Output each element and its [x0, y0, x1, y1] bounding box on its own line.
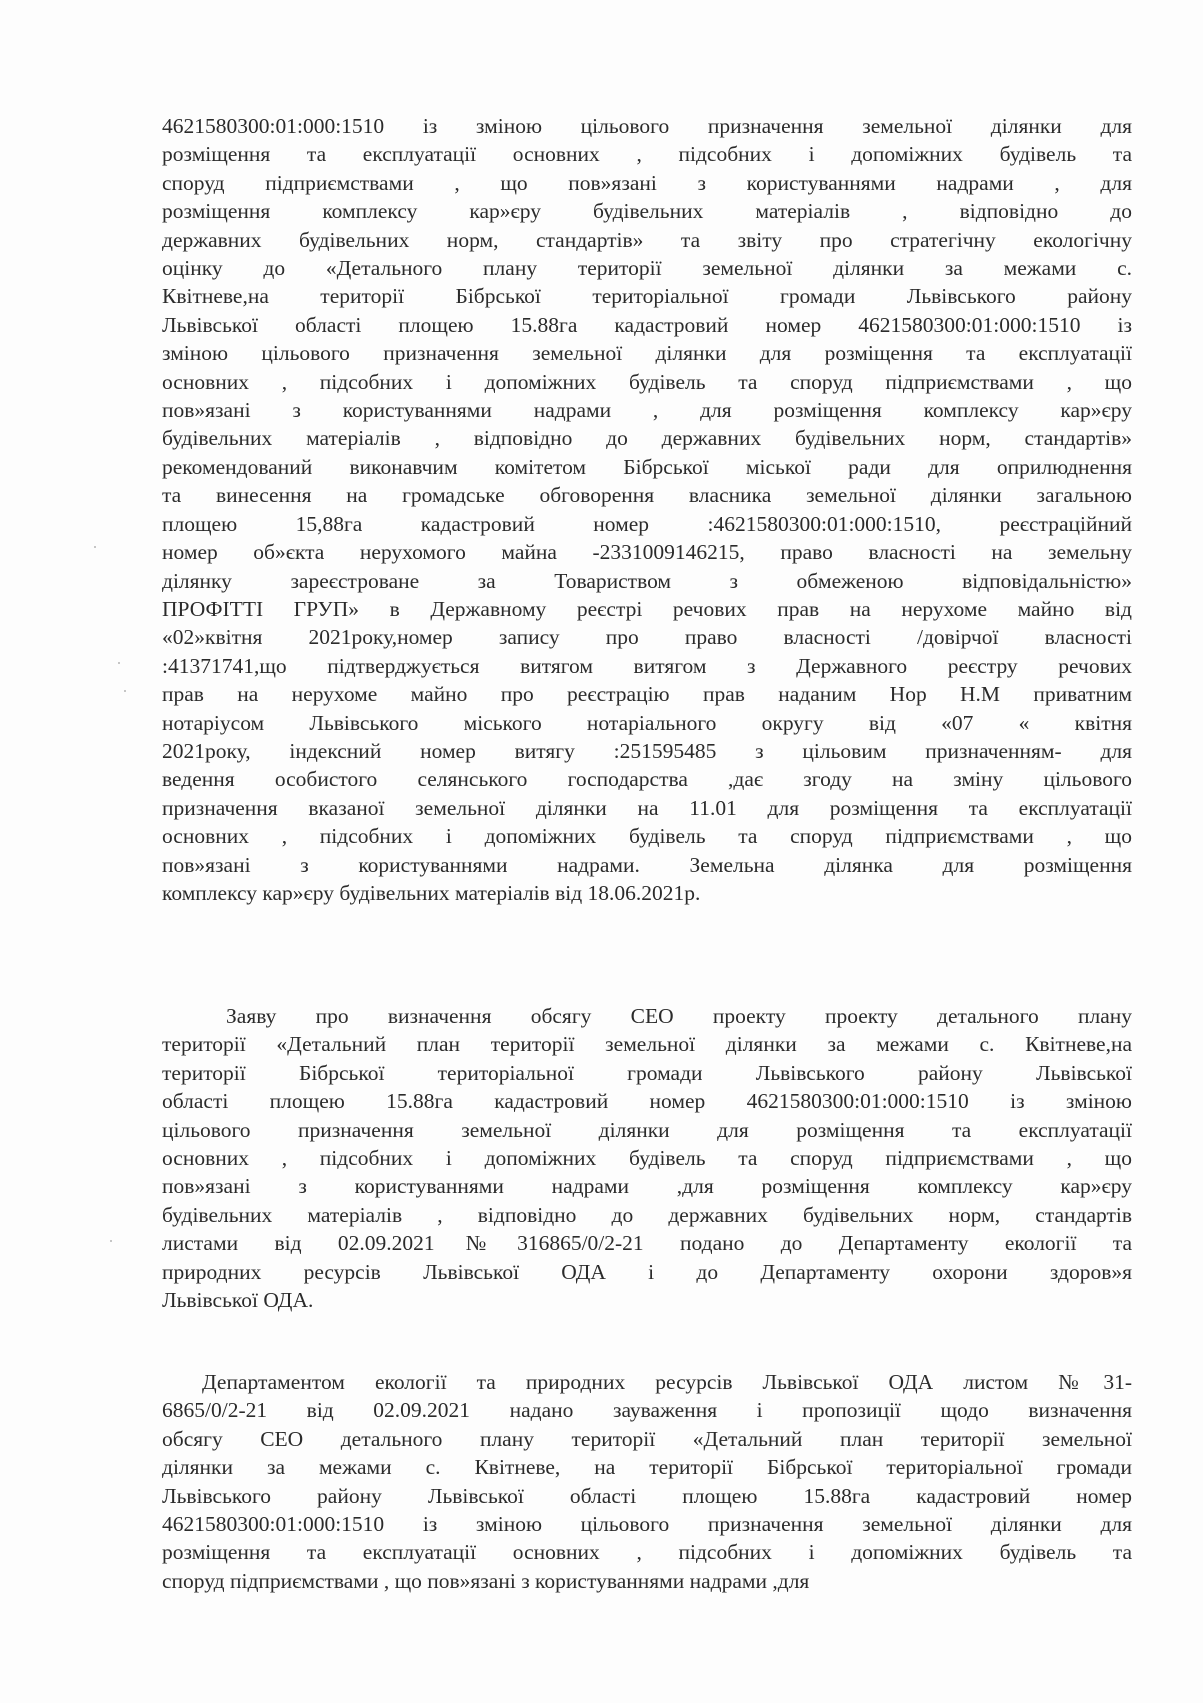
- paragraph-1: [162, 112, 1132, 907]
- text-line: Заяву про визначення обсягу СЕО проекту проекту детального плану: [226, 1004, 1132, 1028]
- text-line: природних ресурсів Львівської ОДА і до Департаменту охорони здоров»я: [162, 1259, 1132, 1284]
- text-line: площею 15,88га кадастровий номер :4621580300:01:000:1510, реєстраційний: [162, 511, 1132, 536]
- text-line: пов»язані з користуваннями надрами. Земельна ділянка для розміщення: [162, 852, 1132, 877]
- text-line: ведення особистого селянського господарства ,дає згоду на зміну цільового: [162, 767, 1132, 792]
- text-line: пов»язані з користуваннями надрами , для розміщення комплексу кар»єру: [162, 398, 1132, 423]
- paragraph-3: [162, 1368, 1132, 1595]
- text-line: 6865/0/2-21 від 02.09.2021 надано зауваження і пропозиції щодо визначення: [162, 1398, 1132, 1423]
- text-line: нотаріусом Львівського міського нотаріального округу від «07 « квітня: [162, 710, 1132, 735]
- text-line: ділянку зареєстроване за Товариством з обмеженою відповідальністю»: [162, 568, 1132, 593]
- scan-speck: [110, 1240, 112, 1242]
- text-line: розміщення та експлуатації основних , підсобних і допоміжних будівель та: [162, 1540, 1132, 1565]
- text-line: прав на нерухоме майно про реєстрацію прав наданим Нор Н.М приватним: [162, 682, 1132, 707]
- text-line: основних , підсобних і допоміжних будівель та споруд підприємствами , що: [162, 1146, 1132, 1171]
- text-line: споруд підприємствами , що пов»язані з користуваннями надрами ,для: [162, 1568, 810, 1593]
- text-line: споруд підприємствами , що пов»язані з користуваннями надрами , для: [162, 170, 1132, 195]
- scan-speck: [124, 690, 126, 692]
- text-line: ділянки за межами с. Квітневе, на території Бібрської територіальної громади: [162, 1455, 1132, 1480]
- text-line: 4621580300:01:000:1510 із зміною цільового призначення земельної ділянки для: [162, 114, 1132, 138]
- text-line: Департаментом екології та природних ресурсів Львівської ОДА листом №31-: [202, 1370, 1132, 1394]
- text-line: будівельних матеріалів , відповідно до державних будівельних норм, стандартів»: [162, 426, 1132, 451]
- text-line: основних , підсобних і допоміжних будівель та споруд підприємствами , що: [162, 824, 1132, 849]
- text-line: комплексу кар»єру будівельних матеріалів від 18.06.2021р.: [162, 880, 701, 905]
- text-line: ПРОФІТТІ ГРУП» в Державному реєстрі речових прав на нерухоме майно від: [162, 596, 1132, 621]
- text-line: призначення вказаної земельної ділянки на 11.01 для розміщення та експлуатації: [162, 795, 1132, 820]
- text-line: основних , підсобних і допоміжних будівель та споруд підприємствами , що: [162, 369, 1132, 394]
- text-line: листами від 02.09.2021№316865/0/2-21 подано до Департаменту екології та: [162, 1231, 1132, 1256]
- scan-speck: [94, 546, 96, 548]
- text-line: номер об»єкта нерухомого майна -2331009146215, право власності на земельну: [162, 540, 1132, 565]
- text-line: «02»квітня 2021року,номер запису про право власності /довірчої власності: [162, 625, 1132, 650]
- text-line: державних будівельних норм, стандартів» та звіту про стратегічну екологічну: [162, 227, 1132, 252]
- paragraph-2: [162, 1002, 1132, 1314]
- text-line: зміною цільового призначення земельної ділянки для розміщення та експлуатації: [162, 341, 1132, 366]
- text-line: цільового призначення земельної ділянки для розміщення та експлуатації: [162, 1117, 1132, 1142]
- text-line: Квітневе,на території Бібрської територіальної громади Львівського району: [162, 284, 1132, 309]
- text-line: пов»язані з користуваннями надрами ,для розміщення комплексу кар»єру: [162, 1174, 1132, 1199]
- text-line: території Бібрської територіальної громади Львівського району Львівської: [162, 1060, 1132, 1085]
- text-line: розміщення та експлуатації основних , підсобних і допоміжних будівель та: [162, 142, 1132, 167]
- scan-speck: [118, 662, 120, 664]
- text-line: рекомендований виконавчим комітетом Бібрської міської ради для оприлюднення: [162, 454, 1132, 479]
- text-line: обсягу СЕО детального плану території «Детальний план території земельної: [162, 1426, 1132, 1451]
- text-line: Львівської ОДА.: [162, 1288, 314, 1313]
- text-line: будівельних матеріалів , відповідно до державних будівельних норм, стандартів: [162, 1202, 1132, 1227]
- text-line: та винесення на громадське обговорення власника земельної ділянки загальною: [162, 483, 1132, 508]
- text-line: території «Детальний план території земельної ділянки за межами с. Квітневе,на: [162, 1032, 1132, 1057]
- text-line: Львівської області площею 15.88га кадастровий номер 4621580300:01:000:1510 із: [162, 312, 1132, 337]
- text-line: 2021року, індексний номер витягу :251595485 з цільовим призначенням- для: [162, 738, 1132, 763]
- text-line: 4621580300:01:000:1510 із зміною цільового призначення земельної ділянки для: [162, 1512, 1132, 1537]
- text-line: розміщення комплексу кар»єру будівельних матеріалів , відповідно до: [162, 199, 1132, 224]
- text-line: Львівського району Львівської області площею 15.88га кадастровий номер: [162, 1483, 1132, 1508]
- text-line: :41371741,що підтверджується витягом витягом з Державного реєстру речових: [162, 653, 1132, 678]
- text-line: області площею 15.88га кадастровий номер 4621580300:01:000:1510 із зміною: [162, 1089, 1132, 1114]
- text-line: оцінку до «Детального плану території земельної ділянки за межами с.: [162, 256, 1132, 281]
